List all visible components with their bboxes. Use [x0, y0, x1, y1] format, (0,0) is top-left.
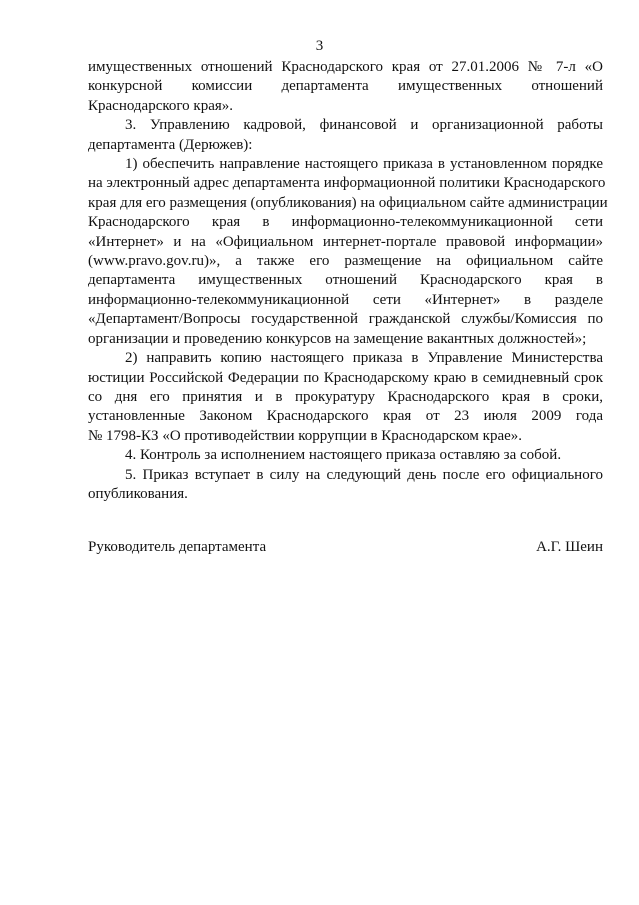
paragraph: [88, 155, 608, 349]
text-line: Краснодарского края».: [88, 97, 234, 114]
text-line: имущественных отношений Краснодарского края от 27.01.2006 № 7-л «О: [88, 59, 603, 75]
text-line: края для его размещения (опубликования) на официальном сайте администрации: [88, 194, 608, 211]
paragraph: [88, 349, 603, 446]
text-line: информационно-телекоммуникационной сети «Интернет» в разделе: [88, 291, 603, 308]
text-line: организации и проведению конкурсов на замещение вакантных должностей»;: [88, 330, 587, 347]
text-line: юстиции Российской Федерации по Краснодарскому краю в семидневный срок: [88, 369, 603, 386]
signatory-position: Руководитель департамента: [88, 539, 267, 555]
text-line: департамента (Дерюжев):: [88, 136, 253, 153]
text-line: № 1798-КЗ «О противодействии коррупции в Краснодарском крае».: [88, 427, 523, 444]
text-line: 1) обеспечить направление настоящего приказа в установленном порядке: [125, 156, 603, 173]
text-line: (www.pravo.gov.ru)», а также его размещение на официальном сайте: [88, 253, 603, 270]
text-line: 5. Приказ вступает в силу на следующий день после его официального: [125, 466, 603, 483]
text-line: департамента имущественных отношений Краснодарского края в: [88, 272, 603, 289]
text-line: 2) направить копию настоящего приказа в Управление Министерства: [125, 350, 603, 367]
paragraph: [88, 58, 603, 116]
signatory-name: А.Г. Шеин: [536, 539, 603, 555]
text-line: 4. Контроль за исполнением настоящего приказа оставляю за собой.: [125, 447, 562, 464]
page-number: 3: [315, 38, 324, 54]
paragraph: [88, 116, 603, 155]
text-line: опубликования.: [88, 485, 188, 502]
document-body: [88, 58, 608, 504]
text-line: Краснодарского края в информационно-телекоммуникационной сети: [88, 214, 603, 231]
text-line: «Департамент/Вопросы государственной гражданской службы/Комиссия по: [88, 311, 603, 328]
paragraph: [88, 446, 603, 465]
text-line: на электронный адрес департамента информационной политики Краснодарского: [88, 175, 606, 192]
paragraph: [88, 466, 603, 505]
text-line: «Интернет» и на «Официальном интернет-портале правовой информации»: [88, 233, 603, 250]
text-line: конкурсной комиссии департамента имущественных отношений: [88, 78, 603, 95]
text-line: 3. Управлению кадровой, финансовой и организационной работы: [125, 117, 603, 134]
text-line: установленные Законом Краснодарского края от 23 июля 2009 года: [88, 408, 603, 425]
text-line: со дня его принятия и в прокуратуру Краснодарского края в сроки,: [88, 388, 603, 405]
